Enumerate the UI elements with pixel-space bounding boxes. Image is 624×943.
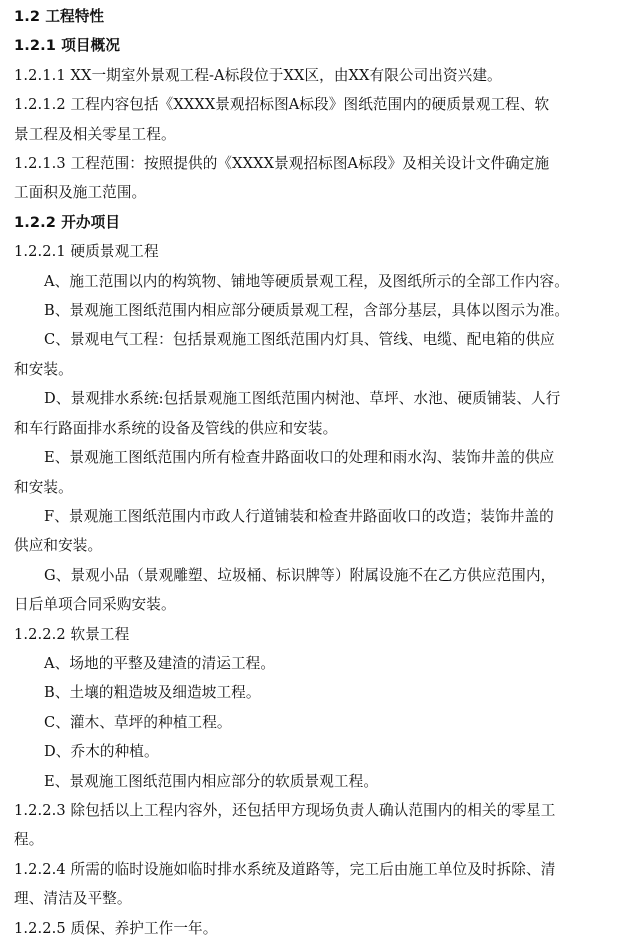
list-item-hard-g-line1: G、景观小品（景观雕塑、垃圾桶、标识牌等）附属设施不在乙方供应范围内，: [44, 566, 556, 584]
list-item-hard-e-line2: 和安装。: [14, 478, 73, 496]
list-item-hard-e-line1: E、景观施工图纸范围内所有检查井路面收口的处理和雨水沟、装饰井盖的供应: [44, 449, 555, 467]
paragraph-1-2-2-3-line1: 1.2.2.3 除包括以上工程内容外，还包括甲方现场负责人确认范围内的相关的零星工: [14, 801, 556, 819]
paragraph-1-2-1-1: 1.2.1.1 XX一期室外景观工程-A标段位于XX区，由XX有限公司出资兴建。: [14, 66, 502, 84]
list-item-soft-c: C、灌木、草坪的种植工程。: [44, 713, 232, 731]
list-item-hard-f-line2: 供应和安装。: [14, 537, 103, 555]
list-item-hard-c-line1: C、景观电气工程：包括景观施工图纸范围内灯具、管线、电缆、配电箱的供应: [44, 331, 555, 349]
section-heading-1-2-2: 1.2.2 开办项目: [14, 213, 121, 231]
list-item-hard-f-line1: F、景观施工图纸范围内市政人行道铺装和检查井路面收口的改造；装饰井盖的: [44, 507, 554, 525]
paragraph-1-2-1-2-line2: 景工程及相关零星工程。: [14, 125, 176, 143]
list-item-hard-g-line2: 日后单项合同采购安装。: [14, 596, 176, 614]
paragraph-1-2-2-4-line1: 1.2.2.4 所需的临时设施如临时排水系统及道路等，完工后由施工单位及时拆除、清: [14, 860, 556, 878]
paragraph-1-2-2-4-line2: 理、清洁及平整。: [14, 890, 132, 908]
paragraph-1-2-1-3-line2: 工面积及施工范围。: [14, 184, 147, 202]
list-item-hard-d-line2: 和车行路面排水系统的设备及管线的供应和安装。: [14, 419, 338, 437]
section-heading-1-2-1: 1.2.1 项目概况: [14, 37, 121, 55]
paragraph-1-2-2-3-line2: 程。: [14, 831, 44, 849]
subsection-title-hard-landscape: 1.2.2.1 硬质景观工程: [14, 243, 159, 261]
subsection-title-soft-landscape: 1.2.2.2 软景工程: [14, 625, 130, 643]
list-item-soft-d: D、乔木的种植。: [44, 743, 159, 761]
list-item-hard-c-line2: 和安装。: [14, 360, 73, 378]
list-item-soft-e: E、景观施工图纸范围内相应部分的软质景观工程。: [44, 772, 379, 790]
list-item-hard-d-line1: D、景观排水系统:包括景观施工图纸范围内树池、草坪、水池、硬质铺装、人行: [44, 390, 561, 408]
list-item-hard-b: B、景观施工图纸范围内相应部分硬质景观工程，含部分基层，具体以图示为准。: [44, 302, 570, 320]
paragraph-1-2-1-3-line1: 1.2.1.3 工程范围：按照提供的《XXXX景观招标图A标段》及相关设计文件确定施: [14, 155, 550, 173]
section-heading-1-2: 1.2 工程特性: [14, 8, 105, 25]
list-item-hard-a: A、施工范围以内的构筑物、铺地等硬质景观工程，及图纸所示的全部工作内容。: [44, 272, 569, 290]
paragraph-1-2-1-2-line1: 1.2.1.2 工程内容包括《XXXX景观招标图A标段》图纸范围内的硬质景观工程、软: [14, 96, 550, 114]
list-item-soft-a: A、场地的平整及建渣的清运工程。: [44, 654, 276, 672]
list-item-soft-b: B、土壤的粗造坡及细造坡工程。: [44, 684, 261, 702]
paragraph-1-2-2-5: 1.2.2.5 质保、养护工作一年。: [14, 919, 218, 937]
